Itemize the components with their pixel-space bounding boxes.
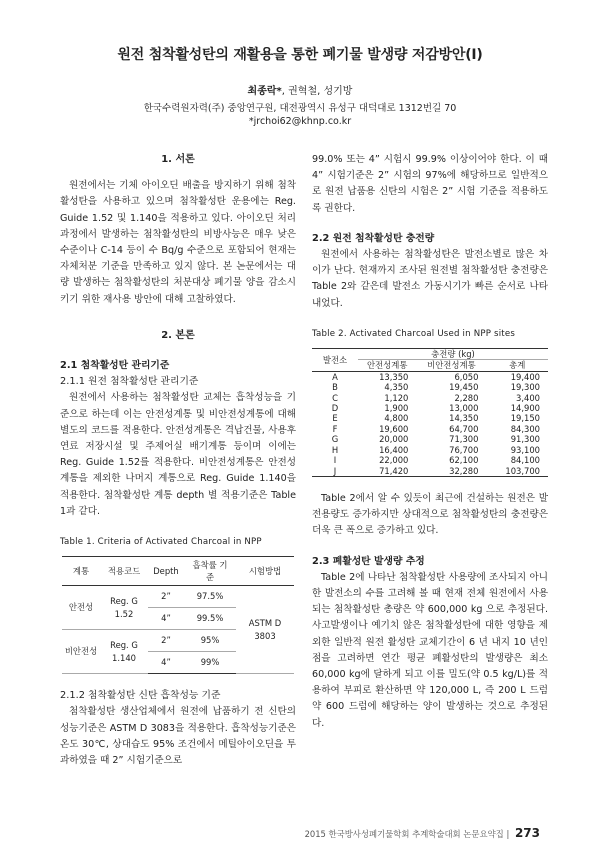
t2-total: 19,300 — [510, 382, 540, 393]
table1-caption: Table 1. Criteria of Activated Charcoal in NPP — [60, 537, 262, 548]
t2-safety: 1,120 — [384, 392, 409, 403]
t2-safety: 4,800 — [384, 413, 409, 424]
t2-header-nonsafety: 비안전성계통 — [416, 360, 486, 371]
t2-total: 84,300 — [510, 423, 540, 434]
t1-depth: 4” — [161, 657, 171, 668]
t2-safety: 19,600 — [379, 423, 409, 434]
t2-nonsafety: 2,280 — [454, 392, 479, 403]
t2-plant: B — [332, 382, 338, 393]
t2-header-plant: 발전소 — [312, 349, 358, 372]
left-column — [60, 152, 296, 769]
t2-safety: 4,350 — [384, 382, 409, 393]
section-2-2-heading: 2.2 원전 첨착활성탄 충전량 — [312, 232, 435, 244]
section-2-1-1-heading: 2.1.1 원전 첨착활성탄 관리기준 — [60, 376, 199, 388]
t1-method: ASTM D 3803 — [236, 586, 294, 674]
section-2-1-1-paragraph: 원전에서 사용하는 첨착활성탄 교체는 흡착성능을 기준으로 하는데 이는 안전성계통 및 비안전성계통에 대해 별도의 코드를 적용한다. 안전성계통은 격납건물, 사용후연료 저장시설 및 주제어실 배기계통 등이며 이에는 Reg. Guide 1.52를 적용한다. 비안전성계통은 안전성계통을 제외한 나머지 계통으로 Reg. Guide 1.140을 적용한다. 첨착활성탄 계통 depth 별 적용기준은 Table 1과 같다. — [60, 392, 296, 517]
t2-nonsafety: 14,350 — [449, 413, 479, 424]
t2-safety: 16,400 — [379, 444, 409, 455]
t2-nonsafety: 62,100 — [449, 455, 479, 466]
t2-nonsafety: 32,280 — [449, 465, 479, 476]
t2-total: 3,400 — [516, 392, 540, 403]
table-row — [312, 403, 548, 413]
t2-nonsafety: 64,700 — [449, 423, 479, 434]
t2-total: 91,300 — [510, 434, 540, 445]
t2-safety: 22,000 — [379, 455, 409, 466]
table2-caption: Table 2. Activated Charcoal Used in NPP sites — [312, 328, 516, 339]
t2-total: 84,100 — [510, 455, 540, 466]
t1-header-system: 계통 — [72, 565, 90, 576]
section-2-1-2-paragraph: 첨착활성탄 생산업체에서 원전에 납품하기 전 신탄의 성능기준은 ASTM D 3083을 적용한다. 흡착성능기준은 온도 30℃, 상대습도 95% 조건에서 메틸아이오딘을 투과하였을 때 2” 시험기준으로 — [60, 706, 296, 767]
t2-plant: J — [333, 465, 337, 476]
t2-nonsafety: 6,050 — [454, 371, 479, 382]
t2-plant: F — [332, 423, 338, 434]
table-row — [312, 466, 548, 477]
t2-total: 103,700 — [505, 465, 540, 476]
t1-eff: 99% — [200, 657, 220, 668]
table-row — [312, 382, 548, 392]
section-2-2-paragraph: 원전에서 사용하는 첨착활성탄은 발전소별로 많은 차이가 난다. 현재까지 조사된 원전별 첨착활성탄 충전량은 Table 2와 같은데 발전소 가동시기가 빠른 순서로 나타내었다. — [312, 249, 548, 309]
affiliation: 한국수력원자력(주) 중앙연구원, 대전광역시 유성구 대덕대로 1312번길 70 — [143, 103, 457, 114]
table1 — [62, 556, 294, 674]
t2-header-total: 총계 — [486, 360, 548, 371]
t2-total: 19,150 — [510, 413, 540, 424]
section-2-1-2-heading: 2.1.2 첨착활성탄 신탄 흡착성능 기준 — [60, 690, 221, 702]
t1-header-depth: Depth — [153, 565, 179, 576]
table-row — [312, 434, 548, 444]
t2-header-group: 충전량 (kg) — [358, 349, 548, 360]
t2-total: 19,400 — [510, 371, 540, 382]
t1-depth: 4” — [148, 608, 184, 630]
t1-depth: 2” — [148, 630, 184, 652]
authors — [0, 82, 600, 97]
t2-header-safety: 안전성계통 — [358, 360, 416, 371]
table-row — [312, 371, 548, 382]
t2-plant: E — [332, 413, 338, 424]
t2-plant: H — [331, 444, 339, 455]
section-2-1-heading: 2.1 첨착활성탄 관리기준 — [60, 360, 170, 372]
section-2-3-heading: 2.3 폐활성탄 발생량 추정 — [312, 555, 425, 567]
right-column — [312, 152, 548, 732]
footer-text: 2015 한국방사성폐기물학회 추계학술대회 논문요약집 — [304, 829, 504, 839]
t2-plant: D — [331, 403, 339, 414]
table2 — [312, 348, 548, 477]
t2-total: 14,900 — [510, 403, 540, 414]
t1-header-eff: 흡착률 기준 — [192, 560, 228, 583]
t2-nonsafety: 19,450 — [449, 382, 479, 393]
table-row — [312, 424, 548, 434]
t1-safety-code: Reg. G 1.52 — [100, 586, 148, 630]
t1-depth: 2” — [148, 586, 184, 608]
intro-paragraph: 원전에서는 기체 아이오딘 배출을 방지하기 위해 첨착활성탄을 사용하고 있으며 첨착활성탄 운용에는 Reg. Guide 1.52 및 1.140을 적용하고 있다. 아이오딘 처리 과정에서 발생하는 첨착활성탄의 비방사능은 매우 낮은 수준이나 C-14 등이 수 Bq/g 수준으로 포함되어 현재는 자체처분 기준을 만족하고 있지 않다. 본 논문에서는 대량 발생하는 첨착활성탄의 처분대상 폐기물 양을 감소시키기 위한 재사용 방안에 대해 고찰하였다. — [60, 180, 296, 305]
t1-eff: 99.5% — [184, 608, 236, 630]
table-row — [312, 393, 548, 403]
co-authors: , 권혁철, 성기방 — [281, 86, 353, 97]
t2-safety: 13,350 — [379, 371, 409, 382]
t2-nonsafety: 13,000 — [449, 403, 479, 414]
t2-total: 93,100 — [510, 444, 540, 455]
body-heading: 2. 본론 — [161, 329, 195, 341]
t2-safety: 71,420 — [379, 465, 409, 476]
t1-eff: 97.5% — [184, 586, 236, 608]
t2-nonsafety: 71,300 — [449, 434, 479, 445]
section-2-2-after-table: Table 2에서 알 수 있듯이 최근에 건설하는 원전은 발전용량도 증가하지만 상대적으로 첨착활성탄의 충전량은 더욱 큰 폭으로 증가하고 있다. — [312, 492, 548, 537]
lead-author: 최종락 — [247, 86, 277, 97]
t2-plant: I — [333, 455, 337, 466]
table-row — [312, 413, 548, 423]
t1-header-code: 적용코드 — [107, 565, 141, 576]
t1-nonsafety-code: Reg. G 1.140 — [100, 630, 148, 674]
corresponding-mark: * — [276, 86, 282, 97]
t1-header-method: 시험방법 — [248, 565, 282, 576]
section-2-1-2-continued: 99.0% 또는 4” 시험시 99.9% 이상이어야 한다. 이 때 4” 시험기준은 2” 시험의 97%에 해당하므로 일반적으로 원전 납품용 신탄의 시험은 2” 시험 기준을 적용하도록 권한다. — [312, 154, 548, 214]
section-2-3-paragraph: Table 2에 나타난 첨착활성탄 사용량에 조사되지 아니한 발전소의 수를 고려해 볼 때 현재 전체 원전에서 사용되는 첨착활성탄 총량은 약 600,000 kg 으로 추정된다. 사고발생이나 예기치 않은 첨착활성탄에 대한 영향을 제외한 일반적 원전 활성탄 교체기간이 6 년 내지 10 년인 점을 고려하면 연간 평균 폐활성탄의 발생량은 최소 60,000 kg에 달하게 되고 이를 밀도(약 0.5 kg/L)를 적용하여 부피로 환산하면 약 120,000 L, 즉 200 L 드럼 약 600 드럼에 해당하는 양이 발생하는 것으로 추정된다. — [312, 571, 548, 729]
t1-eff: 95% — [184, 630, 236, 652]
t2-nonsafety: 76,700 — [449, 444, 479, 455]
table-row — [312, 455, 548, 465]
t1-nonsafety-system: 비안전성 — [62, 630, 100, 674]
page-number: 273 — [514, 826, 540, 840]
paper-title: 원전 첨착활성탄의 재활용을 통한 폐기물 발생량 저감방안(I) — [117, 47, 483, 63]
intro-heading: 1. 서론 — [161, 154, 195, 165]
email: *jrchoi62@khnp.co.kr — [248, 116, 352, 127]
t2-plant: G — [331, 434, 339, 445]
t2-safety: 1,900 — [384, 403, 409, 414]
footer-separator: | — [506, 829, 510, 839]
page-footer — [305, 826, 540, 840]
t2-safety: 20,000 — [379, 434, 409, 445]
t2-plant: C — [332, 392, 338, 403]
t1-safety-system: 안전성 — [62, 586, 100, 630]
table-row — [312, 445, 548, 455]
t2-plant: A — [332, 371, 338, 382]
